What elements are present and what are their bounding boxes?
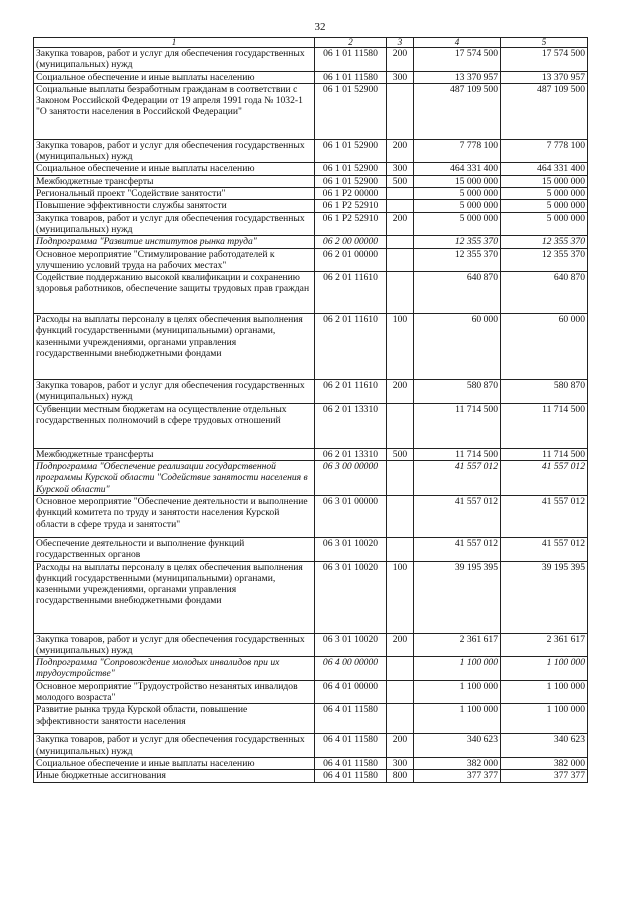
table-row: [34, 770, 588, 782]
table-row: [34, 163, 588, 175]
table-row: [34, 83, 588, 139]
row-type-cell: 200: [387, 734, 414, 758]
row-type-cell: 100: [387, 561, 414, 633]
row-type-cell: [387, 657, 414, 681]
table-header-row: [34, 38, 588, 48]
row-value-col4-cell: 340 623: [414, 734, 501, 758]
row-code-cell: 06 2 01 13310: [315, 448, 387, 460]
row-name-cell: Закупка товаров, работ и услуг для обеспечения государственных (муниципальных) нужд: [34, 48, 315, 72]
row-code-cell: 06 4 01 11580: [315, 734, 387, 758]
row-name-cell: Закупка товаров, работ и услуг для обеспечения государственных (муниципальных) нужд: [34, 212, 315, 236]
row-type-cell: 100: [387, 314, 414, 380]
row-code-cell: 06 2 01 11610: [315, 314, 387, 380]
header-col-4: 4: [414, 38, 501, 48]
row-type-cell: [387, 83, 414, 139]
row-type-cell: [387, 461, 414, 496]
table-row: [34, 175, 588, 187]
row-value-col4-cell: 11 714 500: [414, 448, 501, 460]
row-name-cell: Основное мероприятие "Трудоустройство незанятых инвалидов молодого возраста": [34, 680, 315, 704]
row-type-cell: 500: [387, 175, 414, 187]
row-value-col4-cell: 41 557 012: [414, 461, 501, 496]
row-code-cell: 06 4 01 11580: [315, 704, 387, 734]
row-name-cell: Закупка товаров, работ и услуг для обеспечения государственных (муниципальных) нужд: [34, 139, 315, 163]
row-code-cell: 06 1 01 52900: [315, 163, 387, 175]
row-name-cell: Социальные выплаты безработным гражданам в соответствии с Законом Российской Федерации от 19 апреля 1991 года № 1032-1 "О занятости населения в Российской Федерации": [34, 83, 315, 139]
page-number: 32: [314, 21, 326, 33]
table-row: [34, 248, 588, 272]
row-value-col4-cell: 60 000: [414, 314, 501, 380]
row-value-col5-cell: 17 574 500: [501, 48, 588, 72]
row-value-col5-cell: 41 557 012: [501, 461, 588, 496]
row-code-cell: 06 1 P2 52910: [315, 212, 387, 236]
row-code-cell: 06 2 01 00000: [315, 248, 387, 272]
row-name-cell: Закупка товаров, работ и услуг для обеспечения государственных (муниципальных) нужд: [34, 633, 315, 657]
row-name-cell: Развитие рынка труда Курской области, повышение эффективности занятости населения: [34, 704, 315, 734]
row-name-cell: Подпрограмма "Обеспечение реализации государственной программы Курской области "Содействие занятости населения в Курской области": [34, 461, 315, 496]
header-col-1: 1: [34, 38, 315, 48]
row-code-cell: 06 3 01 10020: [315, 633, 387, 657]
row-value-col5-cell: 7 778 100: [501, 139, 588, 163]
row-value-col4-cell: 1 100 000: [414, 657, 501, 681]
row-code-cell: 06 1 01 52900: [315, 175, 387, 187]
row-type-cell: 500: [387, 448, 414, 460]
row-value-col4-cell: 41 557 012: [414, 537, 501, 561]
table-row: [34, 236, 588, 248]
row-value-col4-cell: 12 355 370: [414, 248, 501, 272]
row-value-col5-cell: 1 100 000: [501, 680, 588, 704]
table-row: [34, 448, 588, 460]
row-value-col4-cell: 1 100 000: [414, 704, 501, 734]
budget-table: [33, 37, 588, 783]
table-row: [34, 704, 588, 734]
row-name-cell: Основное мероприятие "Обеспечение деятельности и выполнение функций комитета по труду и занятости населения Курской области в сфере труда и занятости": [34, 495, 315, 537]
table-row: [34, 272, 588, 314]
row-value-col5-cell: 41 557 012: [501, 537, 588, 561]
row-type-cell: [387, 188, 414, 200]
table-row: [34, 188, 588, 200]
row-value-col4-cell: 7 778 100: [414, 139, 501, 163]
row-code-cell: 06 1 P2 00000: [315, 188, 387, 200]
row-name-cell: Социальное обеспечение и иные выплаты населению: [34, 757, 315, 769]
row-value-col5-cell: 1 100 000: [501, 657, 588, 681]
row-value-col5-cell: 2 361 617: [501, 633, 588, 657]
row-name-cell: Основное мероприятие "Стимулирование работодателей к улучшению условий труда на рабочих местах": [34, 248, 315, 272]
table-row: [34, 633, 588, 657]
table-row: [34, 561, 588, 633]
table-row: [34, 657, 588, 681]
row-name-cell: Закупка товаров, работ и услуг для обеспечения государственных (муниципальных) нужд: [34, 734, 315, 758]
row-name-cell: Обеспечение деятельности и выполнение функций государственных органов: [34, 537, 315, 561]
row-name-cell: Повышение эффективности службы занятости: [34, 200, 315, 212]
row-value-col4-cell: 580 870: [414, 380, 501, 404]
row-value-col5-cell: 5 000 000: [501, 188, 588, 200]
table-row: [34, 380, 588, 404]
row-value-col4-cell: 12 355 370: [414, 236, 501, 248]
table-row: [34, 139, 588, 163]
row-type-cell: [387, 248, 414, 272]
row-value-col5-cell: 13 370 957: [501, 71, 588, 83]
row-value-col5-cell: 5 000 000: [501, 200, 588, 212]
row-name-cell: Региональный проект "Содействие занятости": [34, 188, 315, 200]
row-value-col5-cell: 1 100 000: [501, 704, 588, 734]
row-name-cell: Межбюджетные трансферты: [34, 448, 315, 460]
row-type-cell: [387, 495, 414, 537]
row-value-col4-cell: 5 000 000: [414, 188, 501, 200]
row-name-cell: Субвенции местным бюджетам на осуществление отдельных государственных полномочий в сфере трудовых отношений: [34, 403, 315, 448]
table-row: [34, 537, 588, 561]
row-value-col5-cell: 11 714 500: [501, 403, 588, 448]
row-code-cell: 06 2 00 00000: [315, 236, 387, 248]
row-value-col5-cell: 580 870: [501, 380, 588, 404]
table-row: [34, 461, 588, 496]
row-value-col5-cell: 12 355 370: [501, 248, 588, 272]
row-name-cell: Социальное обеспечение и иные выплаты населению: [34, 163, 315, 175]
row-type-cell: 300: [387, 71, 414, 83]
row-value-col4-cell: 382 000: [414, 757, 501, 769]
table-row: [34, 71, 588, 83]
row-name-cell: Подпрограмма "Развитие институтов рынка труда": [34, 236, 315, 248]
row-value-col4-cell: 5 000 000: [414, 200, 501, 212]
row-name-cell: Социальное обеспечение и иные выплаты населению: [34, 71, 315, 83]
row-code-cell: 06 3 00 00000: [315, 461, 387, 496]
row-value-col5-cell: 11 714 500: [501, 448, 588, 460]
row-value-col4-cell: 377 377: [414, 770, 501, 782]
row-type-cell: [387, 272, 414, 314]
row-name-cell: Содействие поддержанию высокой квалификации и сохранению здоровья работников, обеспечение защиты трудовых прав граждан: [34, 272, 315, 314]
row-value-col4-cell: 464 331 400: [414, 163, 501, 175]
row-value-col5-cell: 15 000 000: [501, 175, 588, 187]
row-value-col5-cell: 41 557 012: [501, 495, 588, 537]
row-code-cell: 06 3 01 00000: [315, 495, 387, 537]
row-value-col4-cell: 39 195 395: [414, 561, 501, 633]
table-row: [34, 495, 588, 537]
row-type-cell: 300: [387, 757, 414, 769]
row-code-cell: 06 1 01 11580: [315, 48, 387, 72]
row-code-cell: 06 1 01 52900: [315, 139, 387, 163]
row-value-col5-cell: 340 623: [501, 734, 588, 758]
row-type-cell: [387, 537, 414, 561]
row-value-col4-cell: 15 000 000: [414, 175, 501, 187]
row-type-cell: [387, 236, 414, 248]
header-col-3: 3: [387, 38, 414, 48]
row-code-cell: 06 3 01 10020: [315, 561, 387, 633]
table-row: [34, 200, 588, 212]
row-name-cell: Расходы на выплаты персоналу в целях обеспечения выполнения функций государственными (муниципальными) органами, казенными учреждениями, органами управления государственными внебюджетными фондами: [34, 561, 315, 633]
row-type-cell: 200: [387, 48, 414, 72]
row-value-col5-cell: 39 195 395: [501, 561, 588, 633]
row-value-col5-cell: 12 355 370: [501, 236, 588, 248]
row-name-cell: Иные бюджетные ассигнования: [34, 770, 315, 782]
row-name-cell: Расходы на выплаты персоналу в целях обеспечения выполнения функций государственными (муниципальными) органами, казенными учреждениями, органами управления государственными внебюджетными фондами: [34, 314, 315, 380]
row-type-cell: 800: [387, 770, 414, 782]
row-value-col4-cell: 5 000 000: [414, 212, 501, 236]
table-row: [34, 212, 588, 236]
row-code-cell: 06 4 00 00000: [315, 657, 387, 681]
table-row: [34, 48, 588, 72]
row-value-col4-cell: 11 714 500: [414, 403, 501, 448]
row-name-cell: Подпрограмма "Сопровождение молодых инвалидов при их трудоустройстве": [34, 657, 315, 681]
row-value-col5-cell: 377 377: [501, 770, 588, 782]
row-value-col4-cell: 487 109 500: [414, 83, 501, 139]
table-row: [34, 757, 588, 769]
table-row: [34, 680, 588, 704]
table-row: [34, 734, 588, 758]
row-code-cell: 06 4 01 11580: [315, 757, 387, 769]
header-col-2: 2: [315, 38, 387, 48]
row-code-cell: 06 2 01 11610: [315, 272, 387, 314]
row-value-col5-cell: 464 331 400: [501, 163, 588, 175]
row-value-col5-cell: 640 870: [501, 272, 588, 314]
row-code-cell: 06 4 01 00000: [315, 680, 387, 704]
row-type-cell: 300: [387, 163, 414, 175]
row-value-col4-cell: 17 574 500: [414, 48, 501, 72]
header-col-5: 5: [501, 38, 588, 48]
row-value-col5-cell: 382 000: [501, 757, 588, 769]
row-type-cell: [387, 680, 414, 704]
row-value-col4-cell: 640 870: [414, 272, 501, 314]
row-code-cell: 06 2 01 11610: [315, 380, 387, 404]
row-value-col4-cell: 13 370 957: [414, 71, 501, 83]
row-name-cell: Закупка товаров, работ и услуг для обеспечения государственных (муниципальных) нужд: [34, 380, 315, 404]
table-row: [34, 314, 588, 380]
row-value-col5-cell: 5 000 000: [501, 212, 588, 236]
row-type-cell: 200: [387, 633, 414, 657]
row-code-cell: 06 3 01 10020: [315, 537, 387, 561]
row-code-cell: 06 1 01 11580: [315, 71, 387, 83]
row-code-cell: 06 4 01 11580: [315, 770, 387, 782]
row-type-cell: [387, 200, 414, 212]
row-value-col4-cell: 1 100 000: [414, 680, 501, 704]
row-name-cell: Межбюджетные трансферты: [34, 175, 315, 187]
row-type-cell: [387, 403, 414, 448]
row-type-cell: 200: [387, 380, 414, 404]
row-value-col4-cell: 41 557 012: [414, 495, 501, 537]
row-type-cell: 200: [387, 139, 414, 163]
row-type-cell: 200: [387, 212, 414, 236]
row-value-col5-cell: 487 109 500: [501, 83, 588, 139]
row-value-col5-cell: 60 000: [501, 314, 588, 380]
row-code-cell: 06 2 01 13310: [315, 403, 387, 448]
row-code-cell: 06 1 P2 52910: [315, 200, 387, 212]
row-code-cell: 06 1 01 52900: [315, 83, 387, 139]
table-row: [34, 403, 588, 448]
row-value-col4-cell: 2 361 617: [414, 633, 501, 657]
row-type-cell: [387, 704, 414, 734]
